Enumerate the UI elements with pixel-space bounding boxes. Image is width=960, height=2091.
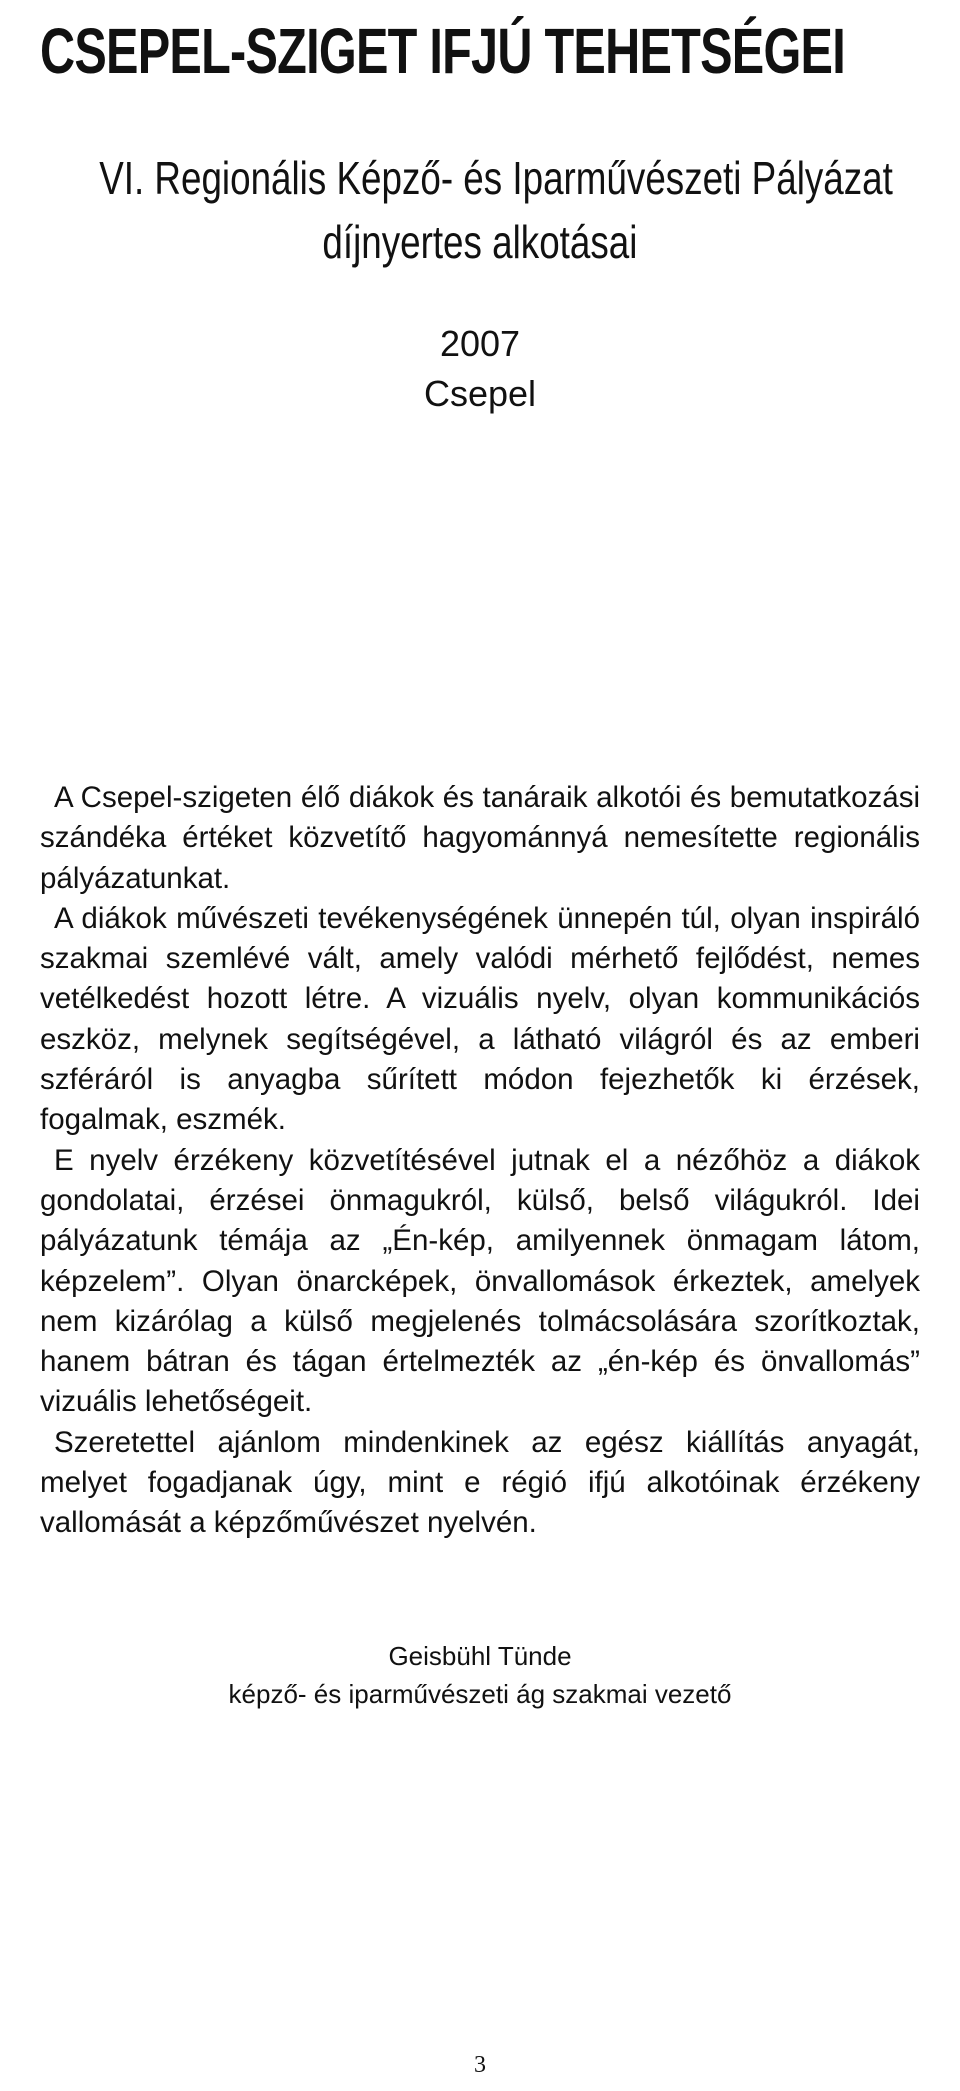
subtitle-line-2-text: díjnyertes alkotásai [322, 216, 638, 268]
document-subtitle-line-2 [0, 210, 960, 274]
document-title: CSEPEL-SZIGET IFJÚ TEHETSÉGEI [40, 15, 845, 87]
paragraph: A Csepel-szigeten élő diákok és tanáraik alkotói és bemutatkozási szándéka értéket közvetítő hagyománnyá nemesítette regionális pályázatunkat. [40, 781, 920, 895]
body-text [40, 778, 920, 1544]
subtitle-line-1-text: VI. Regionális Képző- és Iparművészeti Pályázat [99, 152, 893, 204]
signature-role: képző- és iparművészeti ág szakmai vezető [228, 1679, 732, 1709]
publication-place: Csepel [423, 373, 537, 414]
paragraph: E nyelv érzékeny közvetítésével jutnak el a nézőhöz a diákok gondolatai, érzései önmagukról, külső, belső világukról. Idei pályázatunk témája az „Én-kép, amilyennek önmagam látom, képzelem”. Olyan önarcképek, önvallomások érkeztek, amelyek nem kizárólag a külső megjelenés tolmácsolására szorítkoztak, hanem bátran és tágan értelmezték az „én-kép és önvallomás” vizuális lehetőségeit. [40, 1143, 920, 1419]
paragraph: Szeretettel ajánlom mindenkinek az egész kiállítás anyagát, melyet fogadjanak úgy, mint e régió ifjú alkotóinak érzékeny vallomását a képzőművészet nyelvén. [40, 1425, 920, 1540]
page-number: 3 [474, 2052, 486, 2078]
signature-name: Geisbühl Tünde [388, 1641, 572, 1671]
publication-year: 2007 [439, 323, 521, 364]
document-subtitle-line-1 [0, 146, 960, 210]
paragraph: A diákok művészeti tevékenységének ünnepén túl, olyan inspiráló szakmai szemlévé vált, amely valódi mérhető fejlődést, nemes vetélkedést hozott létre. A vizuális nyelv, olyan kommunikációs eszköz, melynek segítségével, a látható világról és az emberi szféráról is anyagba sűrített módon fejezhetők ki érzések, fogalmak, eszmék. [40, 901, 920, 1137]
